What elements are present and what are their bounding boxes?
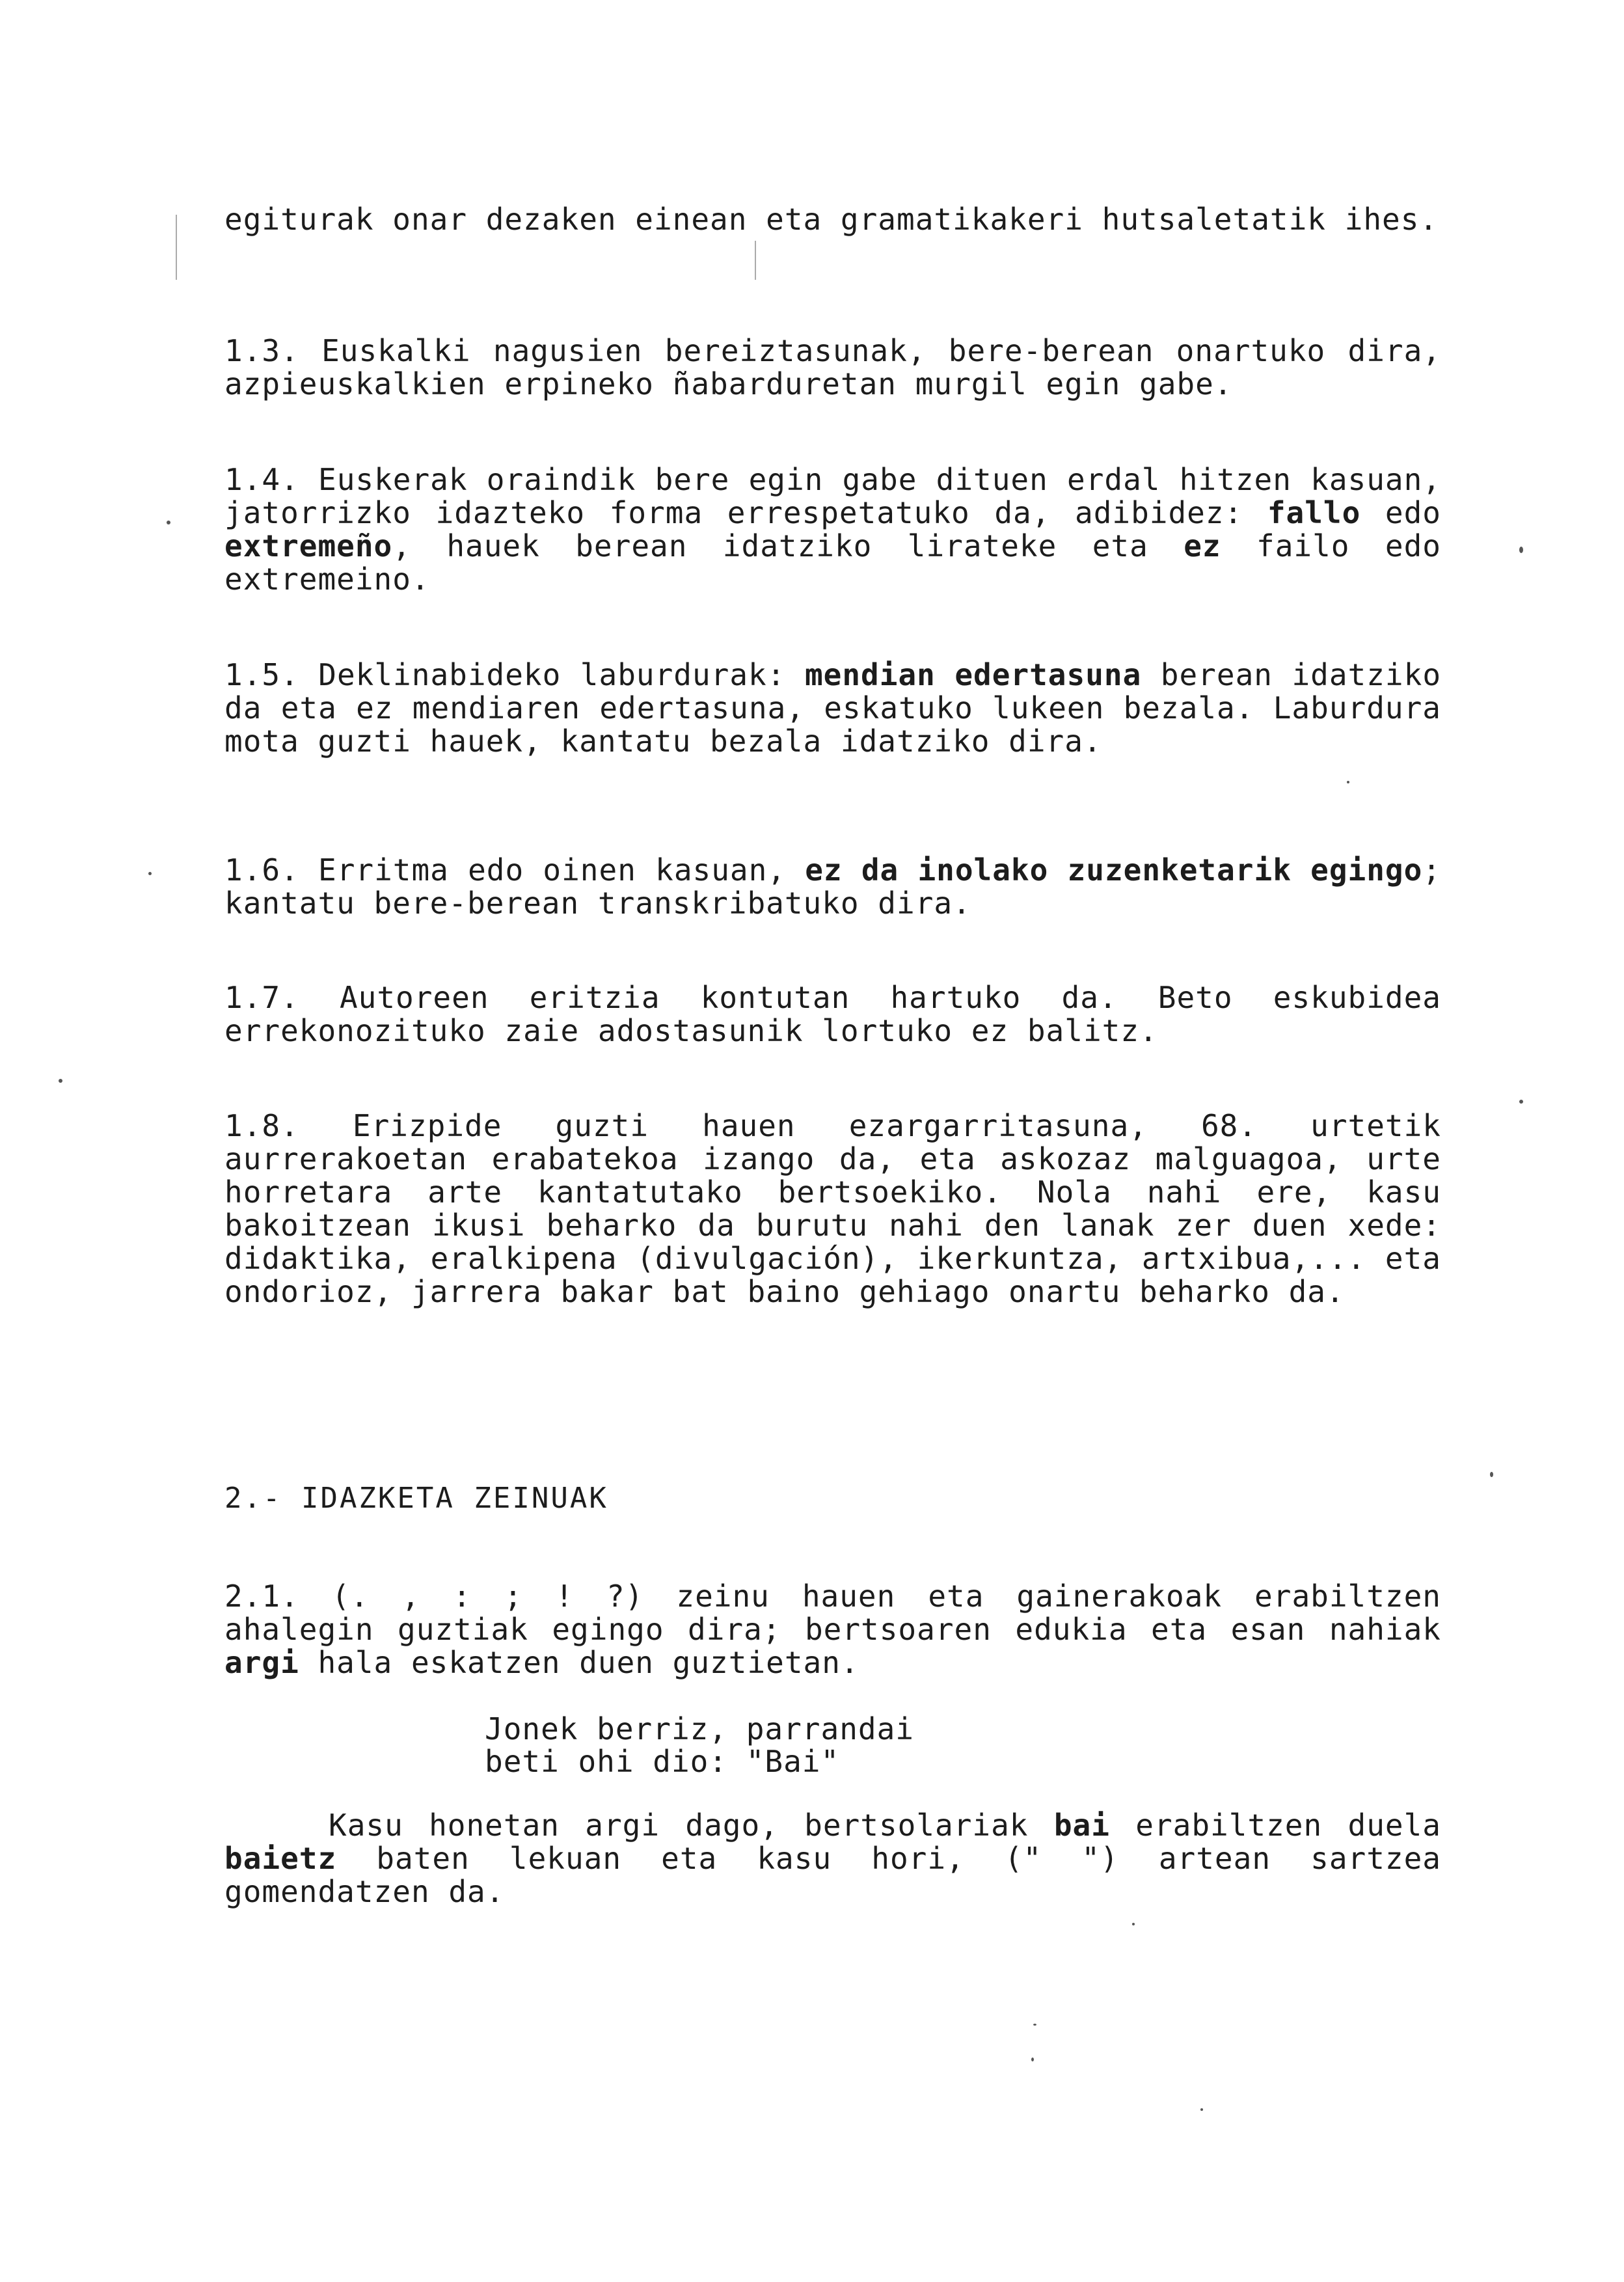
text-run: failo edo extremeino. <box>224 528 1441 597</box>
paragraph-1-4 <box>224 463 1441 596</box>
poem-line: Jonek berriz, parrandai <box>485 1711 914 1746</box>
text-run: edo <box>1360 495 1441 530</box>
paragraph-1-6 <box>224 854 1441 920</box>
text-run: berean idatziko da eta ez mendiaren edertasuna, eskatuko lukeen bezala. Laburdura mota guzti hauek, kantatu bezala idatziko dira. <box>224 657 1442 759</box>
section-heading-2: 2.- IDAZKETA ZEINUAK <box>224 1482 608 1515</box>
paragraph-final <box>224 1809 1441 1908</box>
paragraph-2-1 <box>224 1580 1441 1679</box>
scan-speck <box>1031 2058 1034 2061</box>
text-run: 1.4. Euskerak oraindik bere egin gabe dituen erdal hitzen kasuan, jatorrizko idazteko forma errespetatuko da, adibidez: <box>224 462 1441 530</box>
text-run: Kasu honetan argi dago, bertsolariak <box>329 1808 1054 1843</box>
scan-speck <box>1132 1923 1135 1925</box>
text-run: 2.1. (. , : ; ! ?) zeinu hauen eta gainerakoak erabiltzen ahalegin guztiak egingo dira; bertsoaren edukia eta esan nahiak <box>224 1579 1441 1647</box>
text-run: , hauek berean idatziko lirateke eta <box>392 528 1184 564</box>
paragraph-1-8: 1.8. Erizpide guzti hauen ezargarritasuna, 68. urtetik aurrerakoetan erabatekoa izango da, eta askozaz malguagoa, urte horretara arte kantatutako bertsoekiko. Nola nahi ere, kasu bakoitzean ikusi beharko da burutu nahi den lanak zer duen xede: didaktika, eralkipena (divulgación), ikerkuntza, artxibua,... eta ondorioz, jarrera bakar bat baino gehiago onartu beharko da. <box>224 1108 1441 1309</box>
scan-speck <box>1347 781 1349 783</box>
poem-line: beti ohi dio: "Bai" <box>485 1744 840 1779</box>
bold-term: baietz <box>224 1841 337 1876</box>
scan-speck <box>1033 2024 1036 2026</box>
paragraph-intro: egiturak onar dezaken einean eta gramatikakeri hutsaletatik ihes. <box>224 202 1439 237</box>
bold-term: extremeño <box>224 528 393 564</box>
scan-artifact <box>755 241 756 280</box>
scan-speck <box>1519 1100 1523 1104</box>
bold-term: ez <box>1184 528 1221 564</box>
text-run: 1.6. Erritma edo oinen kasuan, <box>224 852 805 888</box>
scan-speck <box>148 872 152 875</box>
bold-term: ez da inolako zuzenketarik egingo <box>805 852 1423 888</box>
scan-artifact <box>176 215 177 280</box>
bold-term: fallo <box>1267 495 1361 530</box>
bold-term: mendian edertasuna <box>804 657 1142 692</box>
text-run: hala eskatzen duen guztietan. <box>299 1645 859 1680</box>
scan-speck <box>1519 547 1523 553</box>
poem-quote <box>485 1713 914 1778</box>
bold-term: argi <box>224 1645 299 1680</box>
scan-speck <box>59 1079 62 1083</box>
text-run: erabiltzen duela <box>1109 1808 1441 1843</box>
scan-speck <box>1200 2108 1203 2111</box>
text-run: ; kantatu bere-berean transkribatuko dira. <box>224 852 1441 921</box>
scan-speck <box>167 521 170 524</box>
scan-speck <box>1490 1472 1493 1477</box>
paragraph-1-5 <box>224 659 1441 758</box>
bold-term: bai <box>1053 1808 1110 1843</box>
paragraph-1-7: 1.7. Autoreen eritzia kontutan hartuko da. Beto eskubidea errekonozituko zaie adostasunik lortuko ez balitz. <box>224 980 1441 1048</box>
paragraph-1-3: 1.3. Euskalki nagusien bereiztasunak, bere-berean onartuko dira, azpieuskalkien erpineko ñabarduretan murgil egin gabe. <box>224 333 1441 401</box>
text-run: 1.5. Deklinabideko laburdurak: <box>224 657 805 692</box>
text-run: baten lekuan eta kasu hori, (" ") artean sartzea gomendatzen da. <box>224 1841 1441 1909</box>
